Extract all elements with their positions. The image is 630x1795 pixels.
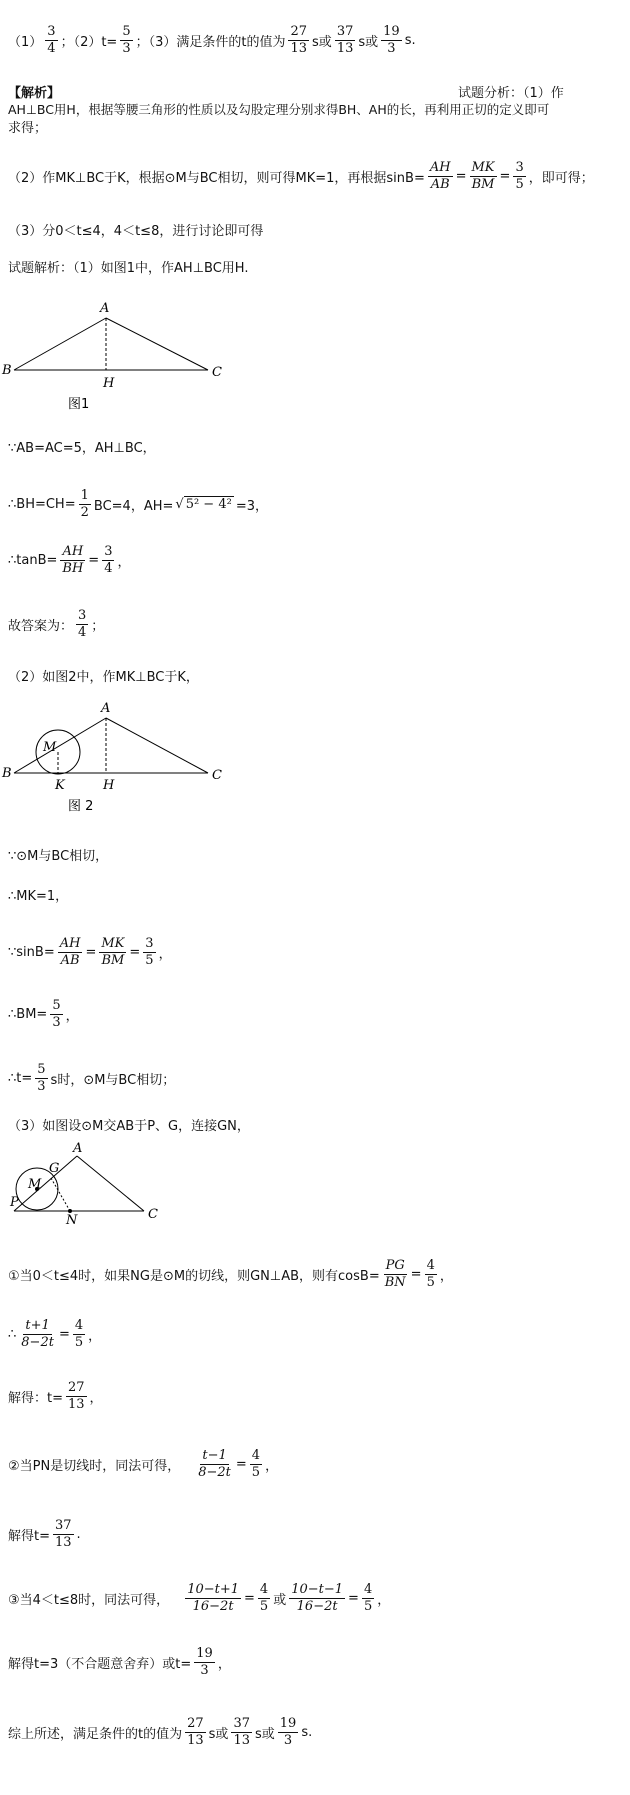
label-g: G bbox=[49, 1161, 60, 1176]
fraction bbox=[231, 1716, 252, 1749]
fraction bbox=[278, 1716, 299, 1749]
text: ， bbox=[377, 1593, 391, 1608]
text: ③当4＜t≤8时，同法可得， bbox=[8, 1593, 170, 1608]
step bbox=[8, 1448, 278, 1481]
label-p: P bbox=[10, 1195, 19, 1210]
denominator: 3 bbox=[52, 1015, 61, 1030]
text: ； bbox=[91, 619, 105, 634]
fraction bbox=[73, 1318, 85, 1351]
label-a: A bbox=[101, 701, 111, 716]
numerator: 3 bbox=[78, 608, 87, 623]
step bbox=[8, 544, 130, 577]
denominator: 16−2t bbox=[296, 1599, 338, 1614]
fraction bbox=[45, 24, 57, 57]
fraction bbox=[513, 160, 525, 193]
answer-part2: ；（2）t= bbox=[60, 35, 118, 50]
step bbox=[8, 1380, 103, 1413]
denominator: 5 bbox=[145, 953, 154, 968]
numerator: 4 bbox=[259, 1582, 269, 1597]
step bbox=[8, 608, 104, 641]
fraction bbox=[335, 24, 356, 57]
denominator: 13 bbox=[55, 1535, 72, 1550]
label-b: B bbox=[2, 363, 12, 378]
step: ∵⊙M与BC相切， bbox=[8, 849, 109, 864]
label-a: A bbox=[100, 301, 110, 316]
numerator: MK bbox=[471, 160, 495, 175]
denominator: 13 bbox=[68, 1397, 85, 1412]
answer-line bbox=[8, 24, 416, 57]
label-h: H bbox=[103, 376, 115, 391]
numerator: AH bbox=[429, 160, 451, 175]
text: ， bbox=[217, 1657, 231, 1672]
fraction bbox=[185, 1716, 206, 1749]
text: = bbox=[499, 169, 511, 184]
fraction bbox=[99, 936, 126, 969]
segment-ab bbox=[14, 718, 106, 773]
numerator: 27 bbox=[187, 1716, 204, 1731]
fraction bbox=[194, 1646, 215, 1679]
denominator: BM bbox=[471, 177, 495, 192]
text: （2）作MK⊥BC于K，根据⊙M与BC相切，则可得MK=1，再根据sinB= bbox=[8, 171, 425, 186]
numerator: 4 bbox=[363, 1582, 373, 1597]
numerator: 27 bbox=[68, 1380, 85, 1395]
text: ， bbox=[65, 1009, 79, 1024]
text: = bbox=[410, 1267, 422, 1282]
text: = bbox=[244, 1591, 255, 1606]
numerator: 3 bbox=[515, 160, 524, 175]
text: 综上所述，满足条件的t的值为 bbox=[8, 1727, 183, 1742]
segment-ab bbox=[14, 1156, 77, 1211]
segment-ab bbox=[14, 318, 106, 370]
text: = bbox=[129, 945, 141, 960]
denominator: 5 bbox=[515, 177, 524, 192]
text: BC=4，AH= bbox=[93, 499, 174, 514]
text: = bbox=[85, 945, 97, 960]
denominator: BM bbox=[101, 953, 125, 968]
numerator: 37 bbox=[336, 24, 354, 39]
numerator: 19 bbox=[279, 1716, 297, 1731]
answer-part1: （1） bbox=[8, 35, 43, 50]
text: ∵sinB= bbox=[8, 945, 55, 960]
denominator: 3 bbox=[283, 1733, 293, 1748]
step bbox=[8, 936, 172, 969]
denominator: 4 bbox=[47, 41, 56, 56]
text: ∴tanB= bbox=[8, 553, 58, 568]
denominator: 5 bbox=[426, 1275, 435, 1290]
numerator: 10−t−1 bbox=[291, 1582, 344, 1597]
text: . bbox=[76, 1527, 81, 1542]
fraction bbox=[79, 488, 91, 521]
text: ∴ bbox=[8, 1327, 17, 1342]
figure-2 bbox=[0, 695, 230, 820]
fraction bbox=[250, 1448, 262, 1481]
text: 解得：t= bbox=[8, 1391, 63, 1406]
text: =3， bbox=[235, 499, 268, 514]
step bbox=[8, 1258, 453, 1291]
denominator: 13 bbox=[187, 1733, 204, 1748]
text: s. bbox=[404, 33, 416, 48]
text: 或 bbox=[273, 1593, 287, 1608]
sqrt-expression: √ 5² − 4² bbox=[175, 497, 232, 512]
text: ， bbox=[88, 1329, 102, 1344]
label-m: M bbox=[43, 740, 57, 755]
conclusion bbox=[8, 1716, 312, 1749]
analysis-label: 试题分析：（1）作 bbox=[458, 86, 564, 101]
segment-ac bbox=[106, 318, 208, 370]
text: s或 bbox=[312, 35, 332, 50]
numerator: 27 bbox=[290, 24, 308, 39]
label-k: K bbox=[55, 778, 65, 793]
analysis-line3: 求得； bbox=[8, 121, 48, 136]
numerator: 3 bbox=[104, 544, 113, 559]
segment-gn bbox=[51, 1178, 70, 1211]
analysis-part3: （3）分0＜t≤4，4＜t≤8，进行讨论即可得 bbox=[8, 224, 264, 239]
figure-caption: 图 2 bbox=[68, 799, 94, 814]
text: = bbox=[235, 1457, 247, 1472]
figure-3 bbox=[0, 1140, 180, 1230]
fraction bbox=[196, 1448, 233, 1481]
numerator: 1 bbox=[80, 488, 89, 503]
fraction bbox=[289, 1582, 345, 1615]
text: s. bbox=[301, 1725, 313, 1740]
numerator: 3 bbox=[145, 936, 154, 951]
fraction bbox=[362, 1582, 374, 1615]
segment-ac bbox=[77, 1156, 144, 1211]
analysis-part2 bbox=[8, 160, 594, 193]
numerator: 4 bbox=[251, 1448, 261, 1463]
fraction bbox=[76, 608, 88, 641]
numerator: 37 bbox=[233, 1716, 250, 1731]
fraction bbox=[120, 24, 132, 57]
fraction bbox=[102, 544, 114, 577]
step: ∵AB=AC=5，AH⊥BC， bbox=[8, 441, 156, 456]
step bbox=[8, 488, 268, 521]
label-h: H bbox=[103, 778, 115, 793]
denominator: 4 bbox=[78, 625, 87, 640]
text: 解得t= bbox=[8, 1529, 50, 1544]
step bbox=[8, 1646, 231, 1679]
numerator: 10−t+1 bbox=[187, 1582, 240, 1597]
fraction bbox=[428, 160, 453, 193]
step bbox=[8, 1062, 175, 1095]
denominator: 5 bbox=[259, 1599, 269, 1614]
denominator: AB bbox=[60, 953, 80, 968]
label-b: B bbox=[2, 766, 12, 781]
label-c: C bbox=[212, 768, 222, 783]
figure-1 bbox=[0, 290, 230, 410]
denominator: 4 bbox=[104, 561, 113, 576]
denominator: 5 bbox=[363, 1599, 373, 1614]
text: s时，⊙M与BC相切； bbox=[50, 1073, 176, 1088]
fraction bbox=[35, 1062, 47, 1095]
step: （3）如图设⊙M交AB于P、G，连接GN， bbox=[8, 1119, 250, 1134]
fraction bbox=[470, 160, 497, 193]
answer-part3: ；（3）满足条件的t的值为 bbox=[135, 35, 286, 50]
denominator: 3 bbox=[122, 41, 131, 56]
numerator: 3 bbox=[47, 24, 56, 39]
text: ，即可得； bbox=[528, 171, 594, 186]
denominator: 13 bbox=[336, 41, 354, 56]
numerator: 19 bbox=[196, 1646, 213, 1661]
fraction bbox=[383, 1258, 408, 1291]
text: ， bbox=[89, 1391, 103, 1406]
numerator: AH bbox=[62, 544, 84, 559]
text: = bbox=[58, 1327, 70, 1342]
fraction bbox=[425, 1258, 437, 1291]
step bbox=[8, 998, 79, 1031]
label-a: A bbox=[73, 1141, 83, 1156]
step: ∴MK=1， bbox=[8, 889, 69, 904]
text: s或 bbox=[208, 1727, 229, 1742]
step bbox=[8, 1318, 101, 1351]
radicand: 5² − 4² bbox=[185, 497, 232, 512]
label-c: C bbox=[212, 365, 222, 380]
text: ， bbox=[265, 1459, 279, 1474]
numerator: 5 bbox=[37, 1062, 46, 1077]
label-c: C bbox=[148, 1207, 158, 1222]
label-m: M bbox=[28, 1177, 42, 1192]
solution-intro: 试题解析：（1）如图1中，作AH⊥BC用H. bbox=[8, 261, 249, 276]
fraction bbox=[60, 544, 85, 577]
numerator: 19 bbox=[383, 24, 400, 39]
text: ①当0＜t≤4时，如果NG是⊙M的切线，则GN⊥AB，则有cosB= bbox=[8, 1269, 380, 1284]
denominator: 3 bbox=[387, 41, 396, 56]
step bbox=[8, 1582, 390, 1615]
fraction bbox=[58, 936, 83, 969]
text: ， bbox=[117, 555, 131, 570]
text: ， bbox=[439, 1269, 453, 1284]
text: s或 bbox=[358, 35, 379, 50]
text: s或 bbox=[254, 1727, 275, 1742]
text: ， bbox=[158, 947, 172, 962]
text: = bbox=[88, 553, 100, 568]
numerator: 5 bbox=[122, 24, 131, 39]
text: ∴BM= bbox=[8, 1007, 48, 1022]
denominator: 2 bbox=[80, 505, 89, 520]
denominator: BN bbox=[384, 1275, 406, 1290]
fraction bbox=[66, 1380, 87, 1413]
analysis-line2: AH⊥BC用H，根据等腰三角形的性质以及勾股定理分别求得BH、AH的长，再利用正切的定义即可 bbox=[8, 102, 550, 117]
denominator: 13 bbox=[233, 1733, 250, 1748]
numerator: 4 bbox=[426, 1258, 435, 1273]
fraction bbox=[381, 24, 402, 57]
denominator: 8−2t bbox=[21, 1335, 54, 1350]
step: （2）如图2中，作MK⊥BC于K， bbox=[8, 670, 199, 685]
numerator: 4 bbox=[74, 1318, 84, 1333]
numerator: t+1 bbox=[25, 1318, 50, 1333]
step bbox=[8, 1518, 81, 1551]
denominator: 3 bbox=[37, 1079, 46, 1094]
denominator: 3 bbox=[200, 1663, 209, 1678]
numerator: PG bbox=[385, 1258, 405, 1273]
numerator: t−1 bbox=[202, 1448, 227, 1463]
numerator: MK bbox=[101, 936, 125, 951]
label-n: N bbox=[66, 1213, 78, 1228]
fraction bbox=[19, 1318, 56, 1351]
fraction bbox=[288, 24, 309, 57]
segment-ac bbox=[106, 718, 208, 773]
text: 故答案为： bbox=[8, 619, 74, 634]
text: ②当PN是切线时，同法可得， bbox=[8, 1459, 181, 1474]
denominator: AB bbox=[430, 177, 450, 192]
analysis-heading: 【解析】 bbox=[8, 86, 61, 101]
denominator: 16−2t bbox=[192, 1599, 234, 1614]
denominator: 5 bbox=[251, 1465, 261, 1480]
text: = bbox=[348, 1591, 359, 1606]
numerator: 5 bbox=[52, 998, 61, 1013]
denominator: 13 bbox=[290, 41, 308, 56]
fraction bbox=[185, 1582, 241, 1615]
numerator: AH bbox=[59, 936, 81, 951]
text: ∴t= bbox=[8, 1071, 33, 1086]
text: = bbox=[455, 169, 467, 184]
numerator: 37 bbox=[55, 1518, 72, 1533]
fraction bbox=[258, 1582, 270, 1615]
figure-caption: 图1 bbox=[68, 397, 90, 410]
fraction bbox=[50, 998, 62, 1031]
fraction bbox=[53, 1518, 74, 1551]
denominator: 8−2t bbox=[198, 1465, 231, 1480]
text: 解得t=3（不合题意舍弃）或t= bbox=[8, 1657, 192, 1672]
denominator: BH bbox=[62, 561, 84, 576]
text: ∴BH=CH= bbox=[8, 497, 76, 512]
denominator: 5 bbox=[74, 1335, 84, 1350]
fraction bbox=[143, 936, 155, 969]
